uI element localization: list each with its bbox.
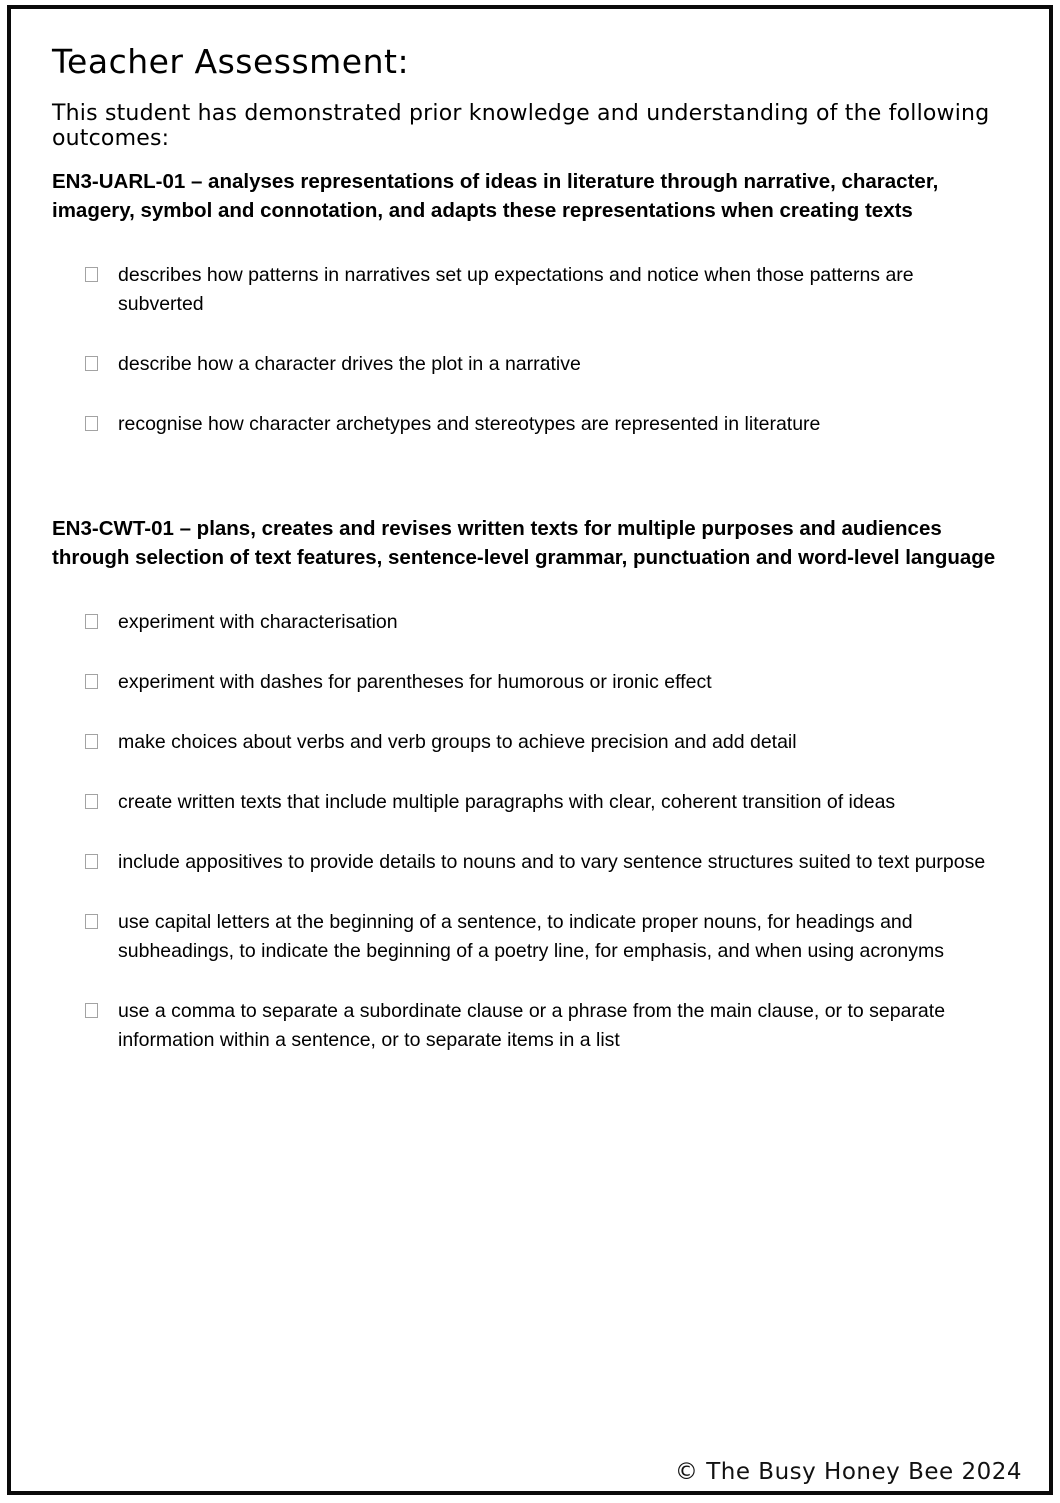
checklist-item-label: create written texts that include multiple paragraphs with clear, coherent transition of ideas [118,791,896,814]
page-title: Teacher Assessment: [52,42,410,81]
checklist-item-label: use capital letters at the beginning of a sentence, to indicate proper nouns, for headings and subheadings, to indicate the beginning of a poetry line, for emphasis, and when using acronyms [118,911,945,963]
checkbox-icon[interactable] [85,614,98,629]
checklist-item [52,788,1012,817]
outcome-section-en3-uarl-01 [52,167,1012,439]
checklist-item-label: experiment with characterisation [118,611,398,634]
copyright-footer: © The Busy Honey Bee 2024 [674,1459,1022,1485]
checklist-item-label: experiment with dashes for parentheses for humorous or ironic effect [118,671,712,694]
checkbox-icon[interactable] [85,854,98,869]
checklist-item-label: describe how a character drives the plot in a narrative [118,353,581,376]
checklist-item [52,997,1012,1055]
checklist-item-label: include appositives to provide details to nouns and to vary sentence structures suited to text purpose [118,851,986,874]
checklist-item [52,668,1012,697]
checklist-item [52,848,1012,877]
checklist-item-label: use a comma to separate a subordinate clause or a phrase from the main clause, or to separate information within a sentence, or to separate items in a list [118,1000,946,1052]
checkbox-icon[interactable] [85,416,98,431]
outcome-checklist [52,608,1012,1055]
section-gap [52,470,1012,502]
checklist-item-label: recognise how character archetypes and stereotypes are represented in literature [118,413,821,436]
checklist-item [52,608,1012,637]
checklist-item [52,728,1012,757]
checklist-item-label: make choices about verbs and verb groups to achieve precision and add detail [118,731,797,754]
checkbox-icon[interactable] [85,356,98,371]
checkbox-icon[interactable] [85,1003,98,1018]
outcome-heading: EN3-CWT-01 – plans, creates and revises written texts for multiple purposes and audiences through selection of text features, sentence-level grammar, punctuation and word-level language [52,517,996,570]
checkbox-icon[interactable] [85,674,98,689]
outcome-section-en3-cwt-01 [52,514,1012,1055]
checklist-item [52,410,1012,439]
checkbox-icon[interactable] [85,734,98,749]
outcome-checklist [52,261,1012,439]
checklist-item [52,350,1012,379]
checkbox-icon[interactable] [85,914,98,929]
page-subtitle: This student has demonstrated prior knowledge and understanding of the following outcomes: [52,101,990,151]
outcome-heading: EN3-UARL-01 – analyses representations of ideas in literature through narrative, character, imagery, symbol and connotation, and adapts these representations when creating texts [52,170,939,223]
checklist-item-label: describes how patterns in narratives set up expectations and notice when those patterns are subverted [118,264,914,316]
checklist-item [52,261,1012,319]
checkbox-icon[interactable] [85,267,98,282]
checklist-item [52,908,1012,966]
checkbox-icon[interactable] [85,794,98,809]
